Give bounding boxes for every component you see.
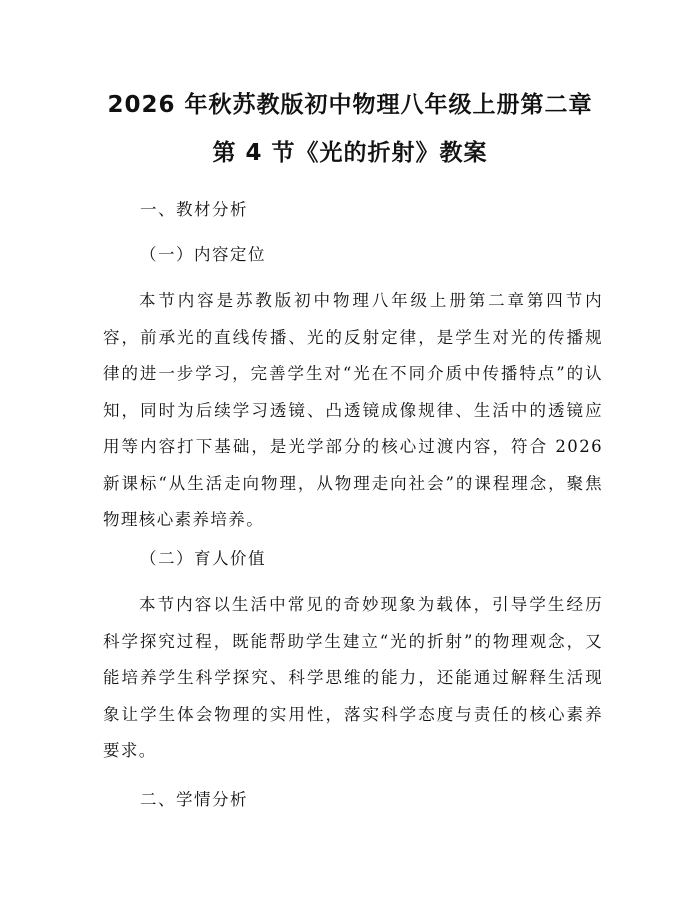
- document-title-line-1: 2026 年秋苏教版初中物理八年级上册第二章: [107, 92, 593, 118]
- subsection-heading-educational-value: （二）育人价值: [140, 549, 266, 568]
- section-heading-student-analysis: 二、学情分析: [140, 790, 248, 809]
- paragraph-educational-value: 本节内容以生活中常见的奇妙现象为载体，引导学生经历科学探究过程，既能帮助学生建立“光的折射”的物理观念，又能培养学生科学探究、科学思维的能力，还能通过解释生活现象让学生体会物理的实用性，落实科学态度与责任的核心素养要求。: [103, 595, 603, 760]
- section-heading-textbook-analysis: 一、教材分析: [140, 200, 248, 219]
- subsection-heading-content-positioning: （一）内容定位: [140, 245, 266, 264]
- document-title-line-2: 第 4 节《光的折射》教案: [212, 140, 488, 166]
- paragraph-content-positioning: 本节内容是苏教版初中物理八年级上册第二章第四节内容，前承光的直线传播、光的反射定律，是学生对光的传播规律的进一步学习，完善学生对“光在不同介质中传播特点”的认知，同时为后续学习透镜、凸透镜成像规律、生活中的透镜应用等内容打下基础，是光学部分的核心过渡内容，符合 2026 新课标“从生活走向物理，从物理走向社会”的课程理念，聚焦物理核心素养培养。: [103, 291, 603, 529]
